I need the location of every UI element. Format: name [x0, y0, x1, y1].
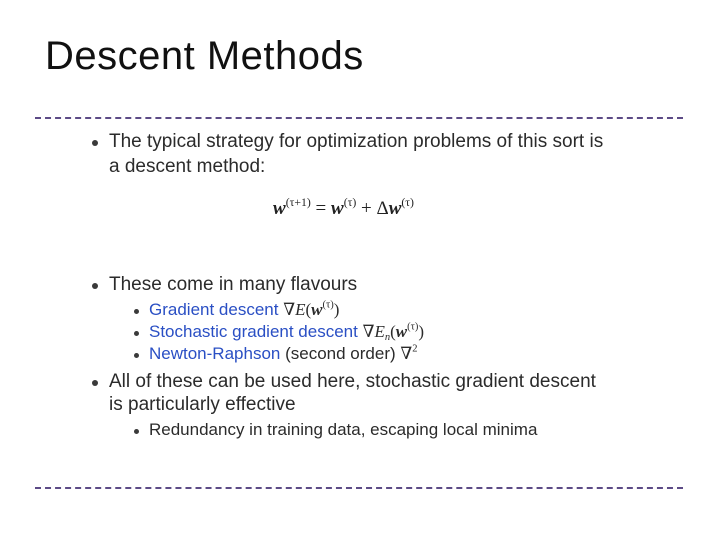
- subitem-gradient-descent: [149, 300, 339, 320]
- bullet-3-marker: [92, 380, 98, 386]
- subitem-stochastic-gradient-descent: [149, 322, 424, 342]
- bullet-1-line-2: a descent method:: [109, 156, 266, 177]
- bottom-divider: [35, 487, 683, 489]
- subitem-gradient-marker: [134, 309, 139, 314]
- subitem-newton-marker: [134, 353, 139, 358]
- subitem-stochastic-marker: [134, 331, 139, 336]
- subitem-newton-note: (second order): [285, 344, 396, 363]
- hessian-expression: ∇$^2$: [400, 343, 418, 363]
- subitem-stochastic-label: Stochastic gradient descent: [149, 322, 358, 341]
- update-formula: $w^{(\tau+1)} = w^{(\tau)} + \Delta w^{(\tau)}$: [273, 195, 414, 219]
- subitem-gradient-label: Gradient descent: [149, 300, 279, 319]
- gradient-expression: $\nabla E(w^{(\tau)})$: [283, 299, 340, 319]
- slide-title: Descent Methods: [45, 34, 364, 78]
- bullet-1-line-1: The typical strategy for optimization problems of this sort is: [109, 131, 604, 152]
- bullet-3-line-1: All of these can be used here, stochastic gradient descent: [109, 371, 596, 392]
- subitem-newton-label: Newton-Raphson: [149, 344, 281, 363]
- subitem-redundancy: Redundancy in training data, escaping local minima: [149, 420, 538, 439]
- stochastic-gradient-expression: $\nabla E_n(w^{(\tau)})$: [362, 321, 425, 344]
- bullet-2-text: These come in many flavours: [109, 274, 358, 295]
- bullet-2-marker: [92, 283, 98, 289]
- bullet-3-line-2: is particularly effective: [109, 394, 296, 415]
- subitem-redundancy-marker: [134, 429, 139, 434]
- subitem-newton-raphson: [149, 344, 418, 364]
- bullet-1-marker: [92, 140, 98, 146]
